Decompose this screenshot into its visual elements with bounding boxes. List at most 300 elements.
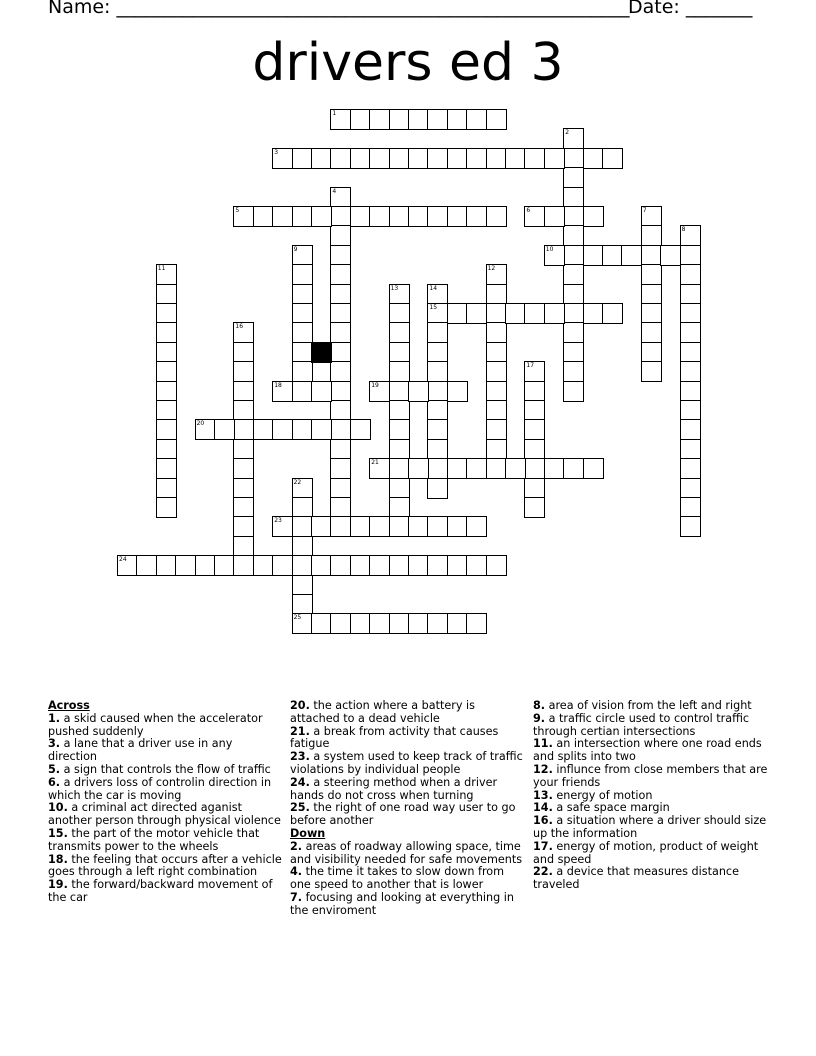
grid-cell[interactable] (680, 342, 701, 363)
grid-cell[interactable] (292, 419, 313, 440)
grid-cell[interactable] (427, 303, 448, 324)
grid-cell[interactable] (447, 148, 468, 169)
grid-cell[interactable] (505, 303, 526, 324)
grid-cell[interactable] (641, 342, 662, 363)
grid-cell[interactable] (524, 478, 545, 499)
down-clue (290, 892, 526, 918)
grid-cell[interactable] (156, 555, 177, 576)
grid-cell[interactable] (524, 400, 545, 421)
grid-cell[interactable] (369, 613, 390, 634)
grid-cell[interactable] (311, 206, 332, 227)
grid-cell[interactable] (369, 555, 390, 576)
grid-cell[interactable] (292, 284, 313, 305)
grid-cell[interactable] (330, 148, 351, 169)
grid-cell[interactable] (427, 206, 448, 227)
clue-number: 21 (371, 459, 379, 467)
grid-cell[interactable] (330, 458, 351, 479)
grid-cell[interactable] (272, 148, 293, 169)
grid-cell[interactable] (330, 381, 351, 402)
clue-number: 24 (119, 556, 127, 564)
across-clue (290, 777, 526, 803)
down-clue (290, 841, 526, 867)
grid-cell[interactable] (680, 245, 701, 266)
grid-cell[interactable] (680, 497, 701, 518)
grid-cell[interactable] (486, 148, 507, 169)
grid-cell[interactable] (524, 148, 545, 169)
clue-number-label: 13. (533, 788, 553, 802)
grid-cell[interactable] (156, 400, 177, 421)
grid-cell[interactable] (524, 439, 545, 460)
grid-cell[interactable] (292, 594, 313, 615)
grid-cell[interactable] (330, 303, 351, 324)
grid-cell[interactable] (563, 225, 584, 246)
grid-cell[interactable] (427, 109, 448, 130)
grid-cell[interactable] (408, 516, 429, 537)
grid-cell[interactable] (389, 516, 410, 537)
grid-cell[interactable] (660, 245, 681, 266)
grid-cell[interactable] (447, 206, 468, 227)
grid-cell[interactable] (486, 342, 507, 363)
grid-cell[interactable] (680, 322, 701, 343)
grid-cell[interactable] (680, 400, 701, 421)
grid-cell[interactable] (369, 148, 390, 169)
grid-cell[interactable] (486, 419, 507, 440)
grid-cell[interactable] (563, 167, 584, 188)
clue-number-label: 15. (48, 826, 68, 840)
grid-cell[interactable] (233, 322, 254, 343)
clue-number-label: 7. (290, 890, 303, 904)
grid-cell[interactable] (330, 342, 351, 363)
grid-cell[interactable] (233, 439, 254, 460)
grid-cell[interactable] (389, 613, 410, 634)
grid-cell[interactable] (563, 361, 584, 382)
grid-cell[interactable] (272, 555, 293, 576)
grid-cell[interactable] (330, 439, 351, 460)
grid-cell[interactable] (389, 303, 410, 324)
grid-cell[interactable] (408, 613, 429, 634)
name-field[interactable]: Name: ______________________________________________________ (48, 0, 630, 18)
grid-cell[interactable] (524, 419, 545, 440)
grid-cell[interactable] (680, 458, 701, 479)
grid-cell[interactable] (156, 361, 177, 382)
grid-cell[interactable] (486, 109, 507, 130)
grid-cell[interactable] (330, 109, 351, 130)
clue-number: 23 (274, 517, 282, 525)
grid-cell[interactable] (156, 478, 177, 499)
grid-cell[interactable] (350, 516, 371, 537)
grid-cell[interactable] (369, 206, 390, 227)
grid-cell[interactable] (292, 322, 313, 343)
grid-cell[interactable] (466, 458, 487, 479)
grid-cell[interactable] (524, 303, 545, 324)
clue-text: an intersection where one road ends and splits into two (533, 737, 762, 764)
grid-cell[interactable] (117, 555, 138, 576)
grid-cell[interactable] (136, 555, 157, 576)
across-clue (290, 751, 526, 777)
grid-cell[interactable] (641, 225, 662, 246)
grid-cell[interactable] (214, 419, 235, 440)
grid-cell[interactable] (330, 555, 351, 576)
grid-cell[interactable] (427, 439, 448, 460)
grid-cell[interactable] (389, 555, 410, 576)
grid-cell[interactable] (292, 478, 313, 499)
grid-cell[interactable] (292, 206, 313, 227)
grid-cell[interactable] (389, 148, 410, 169)
grid-cell[interactable] (389, 497, 410, 518)
grid-cell[interactable] (563, 342, 584, 363)
grid-cell[interactable] (272, 516, 293, 537)
grid-cell[interactable] (447, 381, 468, 402)
grid-cell[interactable] (292, 342, 313, 363)
grid-cell[interactable] (156, 381, 177, 402)
grid-cell[interactable] (272, 419, 293, 440)
grid-cell[interactable] (408, 148, 429, 169)
grid-cell[interactable] (641, 284, 662, 305)
grid-cell[interactable] (447, 555, 468, 576)
across-clue (290, 700, 526, 726)
grid-cell[interactable] (389, 342, 410, 363)
grid-cell[interactable] (466, 303, 487, 324)
grid-cell[interactable] (233, 555, 254, 576)
across-clue (290, 802, 526, 828)
grid-cell[interactable] (311, 419, 332, 440)
grid-cell[interactable] (486, 361, 507, 382)
clue-number: 7 (642, 207, 647, 214)
grid-cell[interactable] (389, 109, 410, 130)
grid-cell[interactable] (680, 381, 701, 402)
grid-cell[interactable] (233, 381, 254, 402)
clue-text: the feeling that occurs after a vehicle goes through a left right combination (48, 852, 282, 879)
grid-cell[interactable] (427, 458, 448, 479)
grid-cell[interactable] (311, 148, 332, 169)
grid-cell[interactable] (466, 148, 487, 169)
across-clue (48, 879, 284, 905)
grid-cell[interactable] (350, 206, 371, 227)
clue-number: 6 (526, 207, 531, 214)
grid-cell[interactable] (292, 497, 313, 518)
grid-cell[interactable] (292, 361, 313, 382)
grid-cell[interactable] (486, 206, 507, 227)
grid-cell[interactable] (563, 206, 584, 227)
grid-cell[interactable] (680, 264, 701, 285)
grid-cell[interactable] (330, 613, 351, 634)
grid-cell[interactable] (233, 342, 254, 363)
grid-cell[interactable] (253, 419, 274, 440)
grid-cell[interactable] (311, 555, 332, 576)
grid-cell[interactable] (486, 381, 507, 402)
clue-text: a device that measures distance traveled (533, 865, 739, 892)
grid-cell[interactable] (486, 400, 507, 421)
grid-cell[interactable] (486, 555, 507, 576)
grid-cell[interactable] (292, 613, 313, 634)
grid-cell[interactable] (369, 109, 390, 130)
grid-cell[interactable] (389, 322, 410, 343)
clue-text: a lane that a driver use in any direction (48, 737, 233, 764)
grid-cell[interactable] (563, 148, 584, 169)
grid-cell[interactable] (389, 478, 410, 499)
clue-number-label: 12. (533, 762, 553, 776)
grid-cell[interactable] (292, 516, 313, 537)
clue-number-label: 22. (533, 865, 553, 879)
grid-cell[interactable] (544, 303, 565, 324)
clue-column-1 (48, 700, 284, 905)
grid-cell[interactable] (486, 284, 507, 305)
grid-cell[interactable] (292, 148, 313, 169)
grid-cell[interactable] (621, 245, 642, 266)
grid-cell[interactable] (330, 419, 351, 440)
grid-cell[interactable] (680, 303, 701, 324)
across-clue (48, 713, 284, 739)
grid-cell[interactable] (195, 555, 216, 576)
grid-cell[interactable] (427, 613, 448, 634)
grid-cell[interactable] (408, 555, 429, 576)
clue-number: 2 (565, 129, 570, 137)
grid-cell[interactable] (544, 458, 565, 479)
grid-cell[interactable] (641, 245, 662, 266)
clue-number-label: 17. (533, 839, 553, 853)
grid-cell[interactable] (330, 497, 351, 518)
grid-cell[interactable] (466, 516, 487, 537)
grid-cell[interactable] (524, 206, 545, 227)
grid-cell[interactable] (408, 381, 429, 402)
grid-cell[interactable] (233, 536, 254, 557)
grid-cell[interactable] (563, 187, 584, 208)
grid-cell[interactable] (466, 206, 487, 227)
clue-number-label: 25. (290, 801, 310, 815)
grid-cell[interactable] (447, 303, 468, 324)
clue-number-label: 11. (533, 737, 553, 751)
grid-cell[interactable] (330, 361, 351, 382)
grid-cell[interactable] (369, 458, 390, 479)
grid-cell[interactable] (602, 148, 623, 169)
grid-cell[interactable] (389, 284, 410, 305)
down-clue (533, 713, 769, 739)
grid-cell[interactable] (292, 303, 313, 324)
grid-cell[interactable] (233, 478, 254, 499)
grid-cell[interactable] (524, 497, 545, 518)
grid-cell[interactable] (680, 478, 701, 499)
grid-cell[interactable] (427, 516, 448, 537)
grid-cell[interactable] (350, 555, 371, 576)
grid-cell[interactable] (214, 555, 235, 576)
grid-cell[interactable] (680, 225, 701, 246)
grid-cell[interactable] (389, 458, 410, 479)
clue-text: the right of one road way user to go before another (290, 801, 516, 828)
grid-cell[interactable] (350, 419, 371, 440)
grid-cell[interactable] (427, 342, 448, 363)
grid-cell[interactable] (330, 478, 351, 499)
grid-cell[interactable] (233, 361, 254, 382)
grid-cell[interactable] (427, 361, 448, 382)
grid-cell[interactable] (156, 439, 177, 460)
grid-cell[interactable] (292, 245, 313, 266)
grid-cell[interactable] (389, 400, 410, 421)
clue-column-2 (290, 700, 526, 918)
grid-cell[interactable] (544, 148, 565, 169)
grid-cell[interactable] (330, 187, 351, 208)
across-clue (290, 726, 526, 752)
grid-cell[interactable] (544, 206, 565, 227)
grid-cell[interactable] (156, 419, 177, 440)
grid-cell[interactable] (330, 225, 351, 246)
grid-cell[interactable] (330, 245, 351, 266)
grid-cell[interactable] (447, 516, 468, 537)
grid-cell[interactable] (427, 400, 448, 421)
grid-cell[interactable] (369, 381, 390, 402)
grid-cell[interactable] (641, 264, 662, 285)
grid-cell[interactable] (563, 303, 584, 324)
clue-text: a criminal act directed aganist another person through physical violence (48, 801, 281, 828)
across-clue (48, 738, 284, 764)
grid-cell[interactable] (583, 206, 604, 227)
grid-cell[interactable] (427, 322, 448, 343)
grid-cell[interactable] (311, 381, 332, 402)
grid-cell[interactable] (583, 148, 604, 169)
grid-cell[interactable] (292, 264, 313, 285)
grid-cell[interactable] (156, 342, 177, 363)
grid-cell[interactable] (563, 284, 584, 305)
grid-cell[interactable] (350, 148, 371, 169)
grid-cell[interactable] (505, 458, 526, 479)
grid-cell[interactable] (466, 109, 487, 130)
grid-cell[interactable] (233, 497, 254, 518)
clue-number-label: 19. (48, 878, 68, 892)
grid-cell[interactable] (486, 458, 507, 479)
grid-cell[interactable] (563, 458, 584, 479)
clue-number-label: 14. (533, 801, 553, 815)
grid-cell[interactable] (505, 148, 526, 169)
grid-cell[interactable] (389, 439, 410, 460)
grid-cell[interactable] (350, 613, 371, 634)
grid-cell[interactable] (156, 458, 177, 479)
down-clue (533, 866, 769, 892)
grid-cell[interactable] (486, 439, 507, 460)
grid-cell[interactable] (524, 381, 545, 402)
grid-cell[interactable] (330, 206, 351, 227)
grid-cell[interactable] (272, 381, 293, 402)
grid-cell[interactable] (292, 575, 313, 596)
grid-cell[interactable] (350, 109, 371, 130)
grid-cell[interactable] (680, 419, 701, 440)
grid-cell[interactable] (583, 458, 604, 479)
grid-cell[interactable] (156, 284, 177, 305)
grid-cell[interactable] (602, 303, 623, 324)
grid-cell[interactable] (292, 555, 313, 576)
grid-cell[interactable] (389, 419, 410, 440)
clue-number-label: 3. (48, 737, 61, 751)
grid-cell[interactable] (427, 419, 448, 440)
grid-cell[interactable] (583, 303, 604, 324)
grid-cell[interactable] (447, 613, 468, 634)
grid-cell[interactable] (486, 264, 507, 285)
clue-text: a break from activity that causes fatigue (290, 724, 499, 751)
grid-cell[interactable] (427, 148, 448, 169)
grid-cell[interactable] (408, 206, 429, 227)
grid-cell[interactable] (408, 458, 429, 479)
grid-cell[interactable] (466, 613, 487, 634)
grid-cell[interactable] (524, 361, 545, 382)
grid-cell[interactable] (427, 555, 448, 576)
grid-cell[interactable] (311, 516, 332, 537)
grid-cell[interactable] (233, 458, 254, 479)
grid-cell[interactable] (680, 284, 701, 305)
clue-text: area of vision from the left and right (545, 699, 752, 712)
clue-text: a traffic circle used to control traffic through certian intersections (533, 711, 750, 738)
clue-text: the time it takes to slow down from one speed to another that is lower (290, 865, 505, 892)
grid-cell[interactable] (292, 381, 313, 402)
grid-cell[interactable] (233, 206, 254, 227)
grid-cell[interactable] (563, 264, 584, 285)
grid-cell[interactable] (389, 361, 410, 382)
clue-number: 9 (293, 245, 298, 253)
grid-cell[interactable] (233, 516, 254, 537)
grid-cell[interactable] (311, 613, 332, 634)
grid-cell[interactable] (253, 555, 274, 576)
grid-cell[interactable] (253, 206, 274, 227)
grid-cell[interactable] (602, 245, 623, 266)
grid-cell[interactable] (389, 206, 410, 227)
date-field[interactable]: Date: _______ (628, 0, 753, 18)
grid-cell[interactable] (563, 245, 584, 266)
clue-number: 14 (429, 284, 438, 292)
grid-cell[interactable] (524, 458, 545, 479)
grid-cell[interactable] (330, 264, 351, 285)
grid-cell[interactable] (641, 322, 662, 343)
grid-cell[interactable] (330, 400, 351, 421)
grid-cell[interactable] (195, 419, 216, 440)
grid-cell[interactable] (563, 128, 584, 149)
grid-cell[interactable] (156, 497, 177, 518)
clue-number: 19 (371, 381, 379, 389)
grid-cell[interactable] (641, 206, 662, 227)
grid-cell[interactable] (330, 322, 351, 343)
grid-cell[interactable] (272, 206, 293, 227)
grid-cell[interactable] (156, 303, 177, 324)
grid-cell[interactable] (486, 322, 507, 343)
grid-cell[interactable] (175, 555, 196, 576)
grid-cell[interactable] (466, 555, 487, 576)
grid-cell[interactable] (563, 381, 584, 402)
grid-cell[interactable] (156, 264, 177, 285)
clue-text: energy of motion, product of weight and speed (533, 839, 759, 866)
puzzle-title: drivers ed 3 (252, 33, 564, 93)
grid-cell[interactable] (563, 322, 584, 343)
grid-cell[interactable] (369, 516, 390, 537)
grid-cell[interactable] (641, 361, 662, 382)
grid-cell[interactable] (156, 322, 177, 343)
grid-cell[interactable] (544, 245, 565, 266)
grid-cell[interactable] (330, 284, 351, 305)
grid-cell[interactable] (330, 516, 351, 537)
across-clue (48, 854, 284, 880)
grid-cell[interactable] (680, 361, 701, 382)
grid-cell[interactable] (389, 381, 410, 402)
grid-cell[interactable] (427, 478, 448, 499)
grid-cell[interactable] (680, 439, 701, 460)
grid-cell[interactable] (680, 516, 701, 537)
grid-cell[interactable] (427, 284, 448, 305)
grid-cell[interactable] (447, 109, 468, 130)
grid-cell[interactable] (233, 400, 254, 421)
grid-cell[interactable] (486, 303, 507, 324)
grid-cell[interactable] (408, 109, 429, 130)
grid-cell[interactable] (447, 458, 468, 479)
grid-cell[interactable] (233, 419, 254, 440)
grid-cell[interactable] (427, 381, 448, 402)
grid-cell[interactable] (583, 245, 604, 266)
grid-cell[interactable] (292, 536, 313, 557)
grid-cell[interactable] (641, 303, 662, 324)
